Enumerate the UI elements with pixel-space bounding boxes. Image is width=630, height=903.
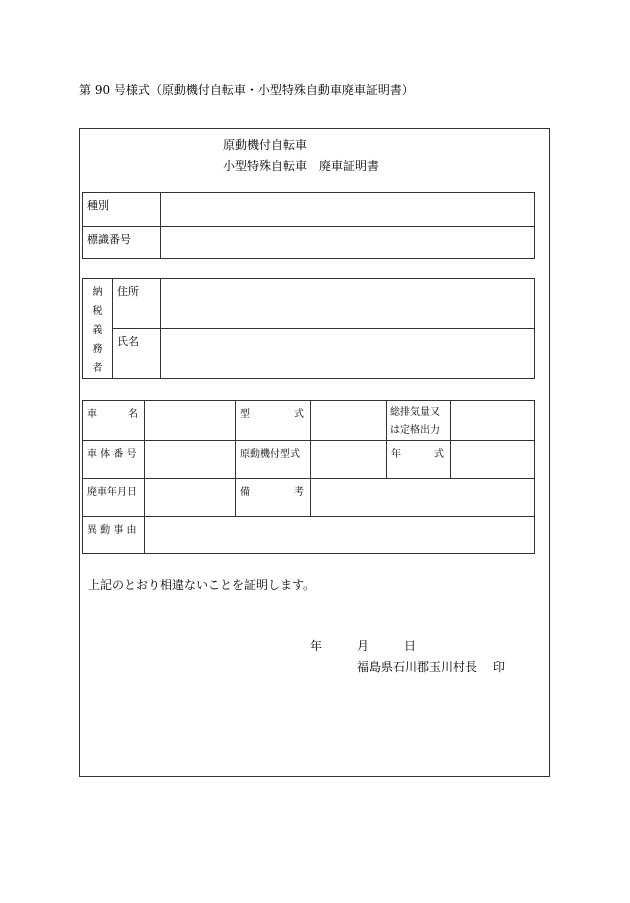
engine-model-label-cell xyxy=(236,441,311,479)
body-number-label-cell xyxy=(83,441,145,479)
year-model-field[interactable] xyxy=(451,441,535,479)
engine-model-field[interactable] xyxy=(311,441,387,479)
address-label: 住所 xyxy=(117,285,139,298)
reason-label-cell xyxy=(83,517,145,554)
type-label-cell xyxy=(83,193,161,227)
remarks-label-cell: 備 考 xyxy=(236,479,311,517)
vehicle-type-table xyxy=(82,192,535,259)
displacement-label-line2: は定格出力 xyxy=(390,425,440,436)
taxpayer-side-cell xyxy=(83,279,113,379)
date-month: 月 xyxy=(357,639,370,653)
taxpayer-table xyxy=(82,278,535,379)
seal-mark: 印 xyxy=(493,660,506,674)
displacement-field[interactable] xyxy=(451,401,535,441)
address-label-cell xyxy=(113,279,161,329)
body-number-field[interactable] xyxy=(145,441,236,479)
date-year: 年 xyxy=(310,639,323,653)
address-field[interactable] xyxy=(161,279,535,329)
model-field[interactable] xyxy=(311,401,387,441)
issuer-name: 福島県石川郡玉川村長 xyxy=(357,660,478,674)
vehicle-detail-table xyxy=(82,400,535,554)
form-number-header: 第 90 号様式（原動機付自転車・小型特殊自動車廃車証明書） xyxy=(79,83,414,97)
remarks-field[interactable] xyxy=(311,479,535,517)
certificate-title-line1: 原動機付自転車 xyxy=(223,138,308,152)
date-day: 日 xyxy=(404,639,417,653)
engine-model-label: 原動機付型式 xyxy=(240,449,300,460)
scrap-date-field[interactable] xyxy=(145,479,236,517)
car-name-label-cell: 車 名 xyxy=(83,401,145,441)
reason-field[interactable] xyxy=(145,517,535,554)
body-number-label: 車 体 番 号 xyxy=(87,449,137,460)
name-label-cell xyxy=(113,329,161,379)
name-label: 氏名 xyxy=(117,335,139,348)
scrap-date-label: 廃車年月日 xyxy=(87,487,137,498)
name-field[interactable] xyxy=(161,329,535,379)
car-name-field[interactable] xyxy=(145,401,236,441)
certification-statement: 上記のとおり相違ないことを証明します。 xyxy=(88,578,316,592)
taxpayer-side-label: 納 税 義 務 者 xyxy=(92,287,103,374)
reason-label: 異 動 事 由 xyxy=(87,525,137,536)
plate-number-label: 標識番号 xyxy=(87,233,131,246)
displacement-label-line1: 総排気量又 xyxy=(390,407,440,418)
scrap-date-label-cell xyxy=(83,479,145,517)
model-label-cell: 型 式 xyxy=(236,401,311,441)
displacement-label-cell xyxy=(387,401,451,441)
year-model-label-cell: 年 式 xyxy=(387,441,451,479)
plate-number-field[interactable] xyxy=(161,227,535,259)
certificate-title-line2: 小型特殊自転車 廃車証明書 xyxy=(223,159,380,173)
plate-number-label-cell xyxy=(83,227,161,259)
type-field[interactable] xyxy=(161,193,535,227)
type-label: 種別 xyxy=(87,199,109,212)
